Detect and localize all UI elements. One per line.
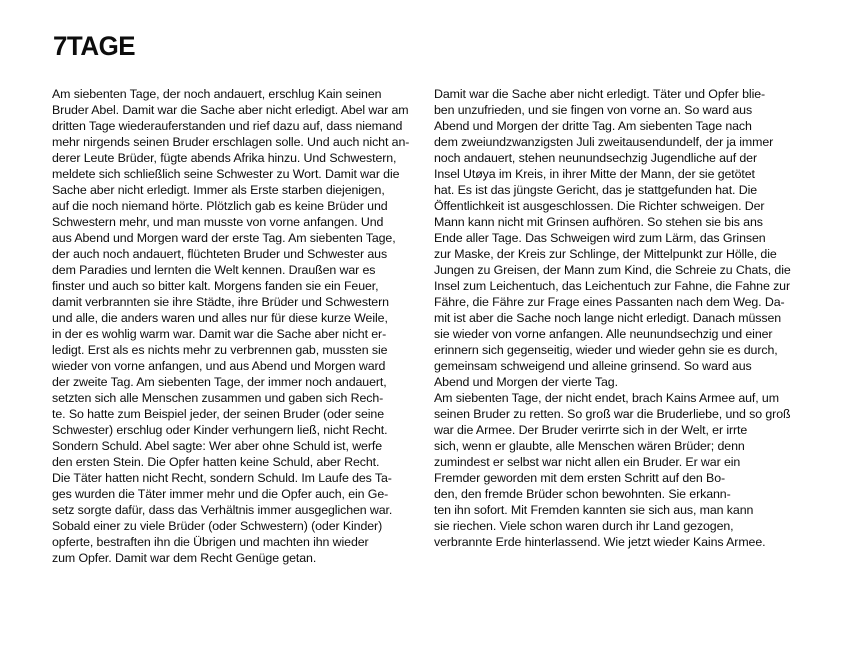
text-line: sie wieder von vorne anfangen. Alle neunundsechzig und einer [434, 327, 773, 341]
text-line: finster und auch so bitter kalt. Morgens fanden sie ein Feuer, [52, 279, 379, 293]
text-line: dem Paradies und lernten die Welt kennen. Draußen war es [52, 263, 376, 277]
text-line: Bruder Abel. Damit war die Sache aber nicht erledigt. Abel war am [52, 103, 409, 117]
text-column-right [434, 86, 801, 550]
text-line: noch andauert, stehen neunundsechzig Jugendliche auf der [434, 151, 758, 165]
text-line: Jungen zu Greisen, der Mann zum Kind, die Schreie zu Chats, die [434, 263, 791, 277]
text-line: auf die noch niemand hörte. Plötzlich gab es keine Brüder und [52, 199, 388, 213]
text-line: dem zweiundzwanzigsten Juli zweitausendundelf, der ja immer [434, 135, 774, 149]
text-line: Abend und Morgen der vierte Tag. [434, 375, 618, 389]
text-line: wieder von vorne anfangen, und aus Abend und Morgen ward [52, 359, 386, 373]
text-line: Sache aber nicht erledigt. Immer als Erste starben diejenigen, [52, 183, 385, 197]
text-line: aus Abend und Morgen ward der erste Tag. Am siebenten Tage, [52, 231, 396, 245]
text-line: Fähre, die Fähre zur Frage eines Passanten nach dem Weg. Da- [434, 295, 785, 309]
text-line: der auch noch andauert, flüchteten Bruder und Schwester aus [52, 247, 388, 261]
text-line: meldete sich schließlich seine Schwester zu Wort. Damit war die [52, 167, 400, 181]
text-line: den, den fremde Brüder schon bewohnten. Sie erkann- [434, 487, 731, 501]
text-line: ben unzufrieden, und sie fingen von vorne an. So ward aus [434, 103, 753, 117]
text-line: Die Täter hatten nicht Recht, sondern Schuld. Im Laufe des Ta- [52, 471, 392, 485]
text-line: Schwester) erschlug oder Kinder verhungern ließ, nicht Recht. [52, 423, 388, 437]
text-column-left [52, 86, 413, 566]
text-line: Abend und Morgen der dritte Tag. Am siebenten Tage nach [434, 119, 752, 133]
text-line: derer Leute Brüder, fügte abends Afrika hinzu. Und Schwestern, [52, 151, 397, 165]
text-line: sie riechen. Viele schon waren durch ihr Land gezogen, [434, 519, 734, 533]
text-line: verbrannte Erde hinterlassend. Wie jetzt wieder Kains Armee. [434, 535, 766, 549]
text-line: mehr nirgends seinen Bruder erschlagen solle. Und auch nicht an- [52, 135, 410, 149]
text-line: Öffentlichkeit ist ausgeschlossen. Die Richter schweigen. Der [434, 199, 765, 213]
text-line: der zweite Tag. Am siebenten Tage, der immer noch andauert, [52, 375, 387, 389]
text-line: ledigt. Erst als es nichts mehr zu verbrennen gab, mussten sie [52, 343, 388, 357]
text-line: erinnern sich gegenseitig, wieder und wieder gehn sie es durch, [434, 343, 778, 357]
text-line: hat. Es ist das jüngste Gericht, das je stattgefunden hat. Die [434, 183, 758, 197]
text-line: damit verbrannten sie ihre Städte, ihre Brüder und Schwestern [52, 295, 389, 309]
text-line: Mann kann nicht mit Grinsen aufhören. So stehen sie bis ans [434, 215, 763, 229]
text-line: ten ihn sofort. Mit Fremden kannten sie sich aus, man kann [434, 503, 754, 517]
text-line: setzten sich alle Menschen zusammen und gaben sich Rech- [52, 391, 384, 405]
text-line: Sobald einer zu viele Brüder (oder Schwestern) (oder Kinder) [52, 519, 383, 533]
text-line: und alle, die anders waren und alles nur für diese kurze Weile, [52, 311, 388, 325]
text-line: Sondern Schuld. Abel sagte: Wer aber ohne Schuld ist, werfe [52, 439, 382, 453]
page-title: 7TAGE [53, 31, 136, 61]
text-line: ges wurden die Täter immer mehr und die Opfer auch, ein Ge- [52, 487, 389, 501]
text-line: Ende aller Tage. Das Schweigen wird zum Lärm, das Grinsen [434, 231, 766, 245]
text-line: gemeinsam schweigend und alleine grinsend. So ward aus [434, 359, 752, 373]
text-line: Am siebenten Tage, der noch andauert, erschlug Kain seinen [52, 87, 382, 101]
text-line: Insel zum Leichentuch, das Leichentuch zur Fahne, die Fahne zur [434, 279, 790, 293]
text-line: mit ist aber die Sache noch lange nicht erledigt. Danach müssen [434, 311, 782, 325]
text-line: den ersten Stein. Die Opfer hatten keine Schuld, aber Recht. [52, 455, 380, 469]
text-line: war die Armee. Der Bruder verirrte sich in der Welt, er irrte [434, 423, 748, 437]
text-line: zur Maske, der Kreis zur Schlinge, der Mittelpunkt zur Hölle, die [434, 247, 777, 261]
text-line: Damit war die Sache aber nicht erledigt. Täter und Opfer blie- [434, 87, 766, 101]
text-line: zumindest er selbst war nicht allen ein Bruder. Er war ein [434, 455, 741, 469]
text-line: sich, wenn er glaubte, alle Menschen wären Brüder; denn [434, 439, 745, 453]
text-line: opferte, bestraften ihn die Übrigen und machten ihn wieder [52, 535, 369, 549]
text-line: setz sorgte dafür, dass das Verhältnis immer ausgeglichen war. [52, 503, 393, 517]
text-line: zum Opfer. Damit war dem Recht Genüge getan. [52, 551, 317, 565]
text-line: Am siebenten Tage, der nicht endet, brach Kains Armee auf, um [434, 391, 779, 405]
text-line: dritten Tage wiederauferstanden und rief dazu auf, dass niemand [52, 119, 403, 133]
text-line: in der es wohlig warm war. Damit war die Sache aber nicht er- [52, 327, 387, 341]
text-line: Insel Utøya im Kreis, in ihrer Mitte der Mann, der sie getötet [434, 167, 755, 181]
text-line: Schwestern mehr, und man musste von vorne anfangen. Und [52, 215, 384, 229]
text-line: seinen Bruder zu retten. So groß war die Bruderliebe, und so groß [434, 407, 791, 421]
text-line: Fremder geworden mit dem ersten Schritt auf den Bo- [434, 471, 726, 485]
text-line: te. So hatte zum Beispiel jeder, der seinen Bruder (oder seine [52, 407, 384, 421]
